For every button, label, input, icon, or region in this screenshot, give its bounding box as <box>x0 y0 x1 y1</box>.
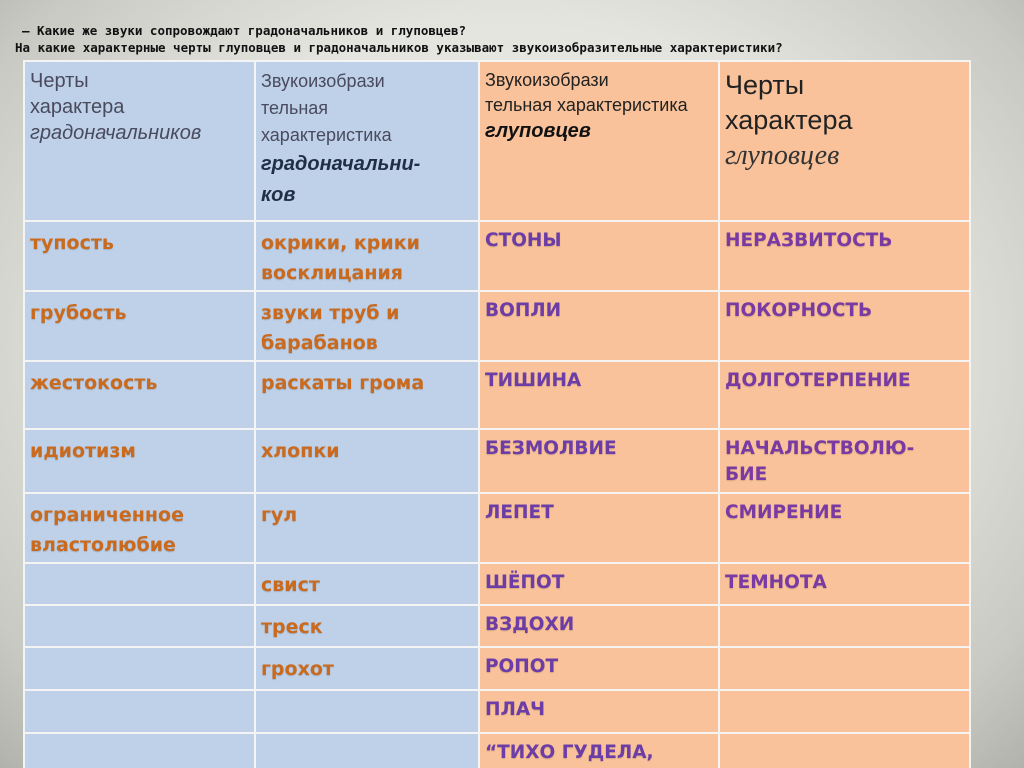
cell-governor-trait <box>24 493 255 563</box>
cell-glupov-trait <box>719 221 970 291</box>
cell-governor-trait <box>24 291 255 361</box>
header-text: градоначальников <box>30 122 202 144</box>
cell-glupov-sound <box>479 605 719 647</box>
governor-trait-text: жестокость <box>30 372 158 394</box>
header-text: Черты <box>725 70 805 100</box>
glupov-trait-text: ДОЛГОТЕРПЕНИЕ <box>725 370 911 391</box>
glupov-trait-text: НЕРАЗВИТОСТЬ <box>725 230 893 251</box>
cell-governor-trait <box>24 647 255 690</box>
cell-governor-sound <box>255 291 479 361</box>
glupov-trait-text: БИЕ <box>725 464 768 485</box>
cell-glupov-trait <box>719 361 970 429</box>
glupov-sound-text: ПЛАЧ <box>485 699 546 720</box>
header-text: глуповцев <box>725 140 840 171</box>
table-row <box>24 429 970 493</box>
governor-trait-text: властолюбие <box>30 534 176 556</box>
governor-trait-text: идиотизм <box>30 440 136 462</box>
question-1: – Какие же звуки сопровождают градоначальников и глуповцев? <box>22 23 467 38</box>
cell-glupov-sound <box>479 733 719 768</box>
header-text: Черты <box>30 70 89 92</box>
cell-glupov-trait <box>719 493 970 563</box>
glupov-trait-text: ТЕМНОТА <box>725 572 827 593</box>
governor-trait-text: тупость <box>30 232 114 254</box>
header-cell-governor-traits <box>24 61 255 221</box>
glupov-sound-text: БЕЗМОЛВИЕ <box>485 438 617 459</box>
governor-sound-text: треск <box>261 616 323 638</box>
glupov-trait-text: СМИРЕНИЕ <box>725 502 843 523</box>
cell-glupov-trait <box>719 605 970 647</box>
cell-glupov-trait <box>719 690 970 733</box>
glupov-sound-text: ШЁПОТ <box>485 572 565 593</box>
question-2: На какие характерные черты глуповцев и градоначальников указывают звукоизобразительные характеристики? <box>15 40 783 55</box>
cell-governor-sound <box>255 563 479 605</box>
header-text: Звукоизобрази <box>261 71 385 91</box>
header-text: характеристика <box>261 125 392 145</box>
cell-glupov-trait <box>719 563 970 605</box>
cell-glupov-sound <box>479 429 719 493</box>
header-cell-governor-sounds <box>255 61 479 221</box>
header-row <box>24 61 970 221</box>
glupov-sound-text: ЛЕПЕТ <box>485 502 554 523</box>
cell-governor-trait <box>24 361 255 429</box>
cell-glupov-trait <box>719 647 970 690</box>
cell-governor-trait <box>24 605 255 647</box>
glupov-sound-text: СТОНЫ <box>485 230 562 251</box>
governor-sound-text: звуки труб и <box>261 302 400 324</box>
governor-sound-text: хлопки <box>261 440 340 462</box>
cell-governor-sound <box>255 605 479 647</box>
glupov-sound-text: “ТИХО ГУДЕЛА, <box>485 742 654 763</box>
cell-governor-trait <box>24 563 255 605</box>
cell-glupov-trait <box>719 733 970 768</box>
header-text: тельная характеристика <box>485 95 688 115</box>
cell-glupov-sound <box>479 221 719 291</box>
cell-glupov-sound <box>479 647 719 690</box>
cell-governor-sound <box>255 647 479 690</box>
header-cell-glupov-sounds <box>479 61 719 221</box>
governor-sound-text: восклицания <box>261 262 404 284</box>
governor-trait-text: грубость <box>30 302 127 324</box>
governor-sound-text: раскаты грома <box>261 372 425 394</box>
cell-governor-trait <box>24 221 255 291</box>
table-row <box>24 690 970 733</box>
cell-governor-trait <box>24 733 255 768</box>
governor-trait-text: ограниченное <box>30 504 184 526</box>
governor-sound-text: барабанов <box>261 332 378 354</box>
table-body <box>24 221 970 768</box>
header-text: характера <box>30 96 125 118</box>
header-text: градоначальни- <box>261 153 421 175</box>
header-cell-glupov-traits <box>719 61 970 221</box>
glupov-trait-text: ПОКОРНОСТЬ <box>725 300 873 321</box>
table-row <box>24 733 970 768</box>
table-row <box>24 647 970 690</box>
governor-sound-text: гул <box>261 504 298 526</box>
table-row <box>24 221 970 291</box>
governor-sound-text: грохот <box>261 658 334 680</box>
cell-governor-trait <box>24 429 255 493</box>
cell-governor-sound <box>255 429 479 493</box>
glupov-sound-text: ВОПЛИ <box>485 300 562 321</box>
glupov-sound-text: ВЗДОХИ <box>485 614 575 635</box>
header-text: характера <box>725 105 853 135</box>
cell-governor-sound <box>255 361 479 429</box>
cell-glupov-trait <box>719 429 970 493</box>
cell-glupov-sound <box>479 563 719 605</box>
header-text: глуповцев <box>485 120 591 142</box>
table-row <box>24 291 970 361</box>
cell-glupov-sound <box>479 493 719 563</box>
cell-governor-sound <box>255 733 479 768</box>
glupov-trait-text: НАЧАЛЬСТВОЛЮ- <box>725 438 915 459</box>
glupov-sound-text: ТИШИНА <box>485 370 582 391</box>
cell-glupov-sound <box>479 291 719 361</box>
cell-governor-sound <box>255 493 479 563</box>
table-row <box>24 361 970 429</box>
governor-sound-text: свист <box>261 574 320 596</box>
glupov-sound-text: РОПОТ <box>485 656 559 677</box>
table-row <box>24 563 970 605</box>
cell-governor-trait <box>24 690 255 733</box>
table-row <box>24 605 970 647</box>
characteristics-table <box>23 60 971 768</box>
header-text: ков <box>261 184 296 206</box>
cell-glupov-trait <box>719 291 970 361</box>
cell-governor-sound <box>255 690 479 733</box>
cell-glupov-sound <box>479 690 719 733</box>
header-text: Звукоизобрази <box>485 70 609 90</box>
table-row <box>24 493 970 563</box>
cell-glupov-sound <box>479 361 719 429</box>
governor-sound-text: окрики, крики <box>261 232 420 254</box>
cell-governor-sound <box>255 221 479 291</box>
header-text: тельная <box>261 98 329 118</box>
